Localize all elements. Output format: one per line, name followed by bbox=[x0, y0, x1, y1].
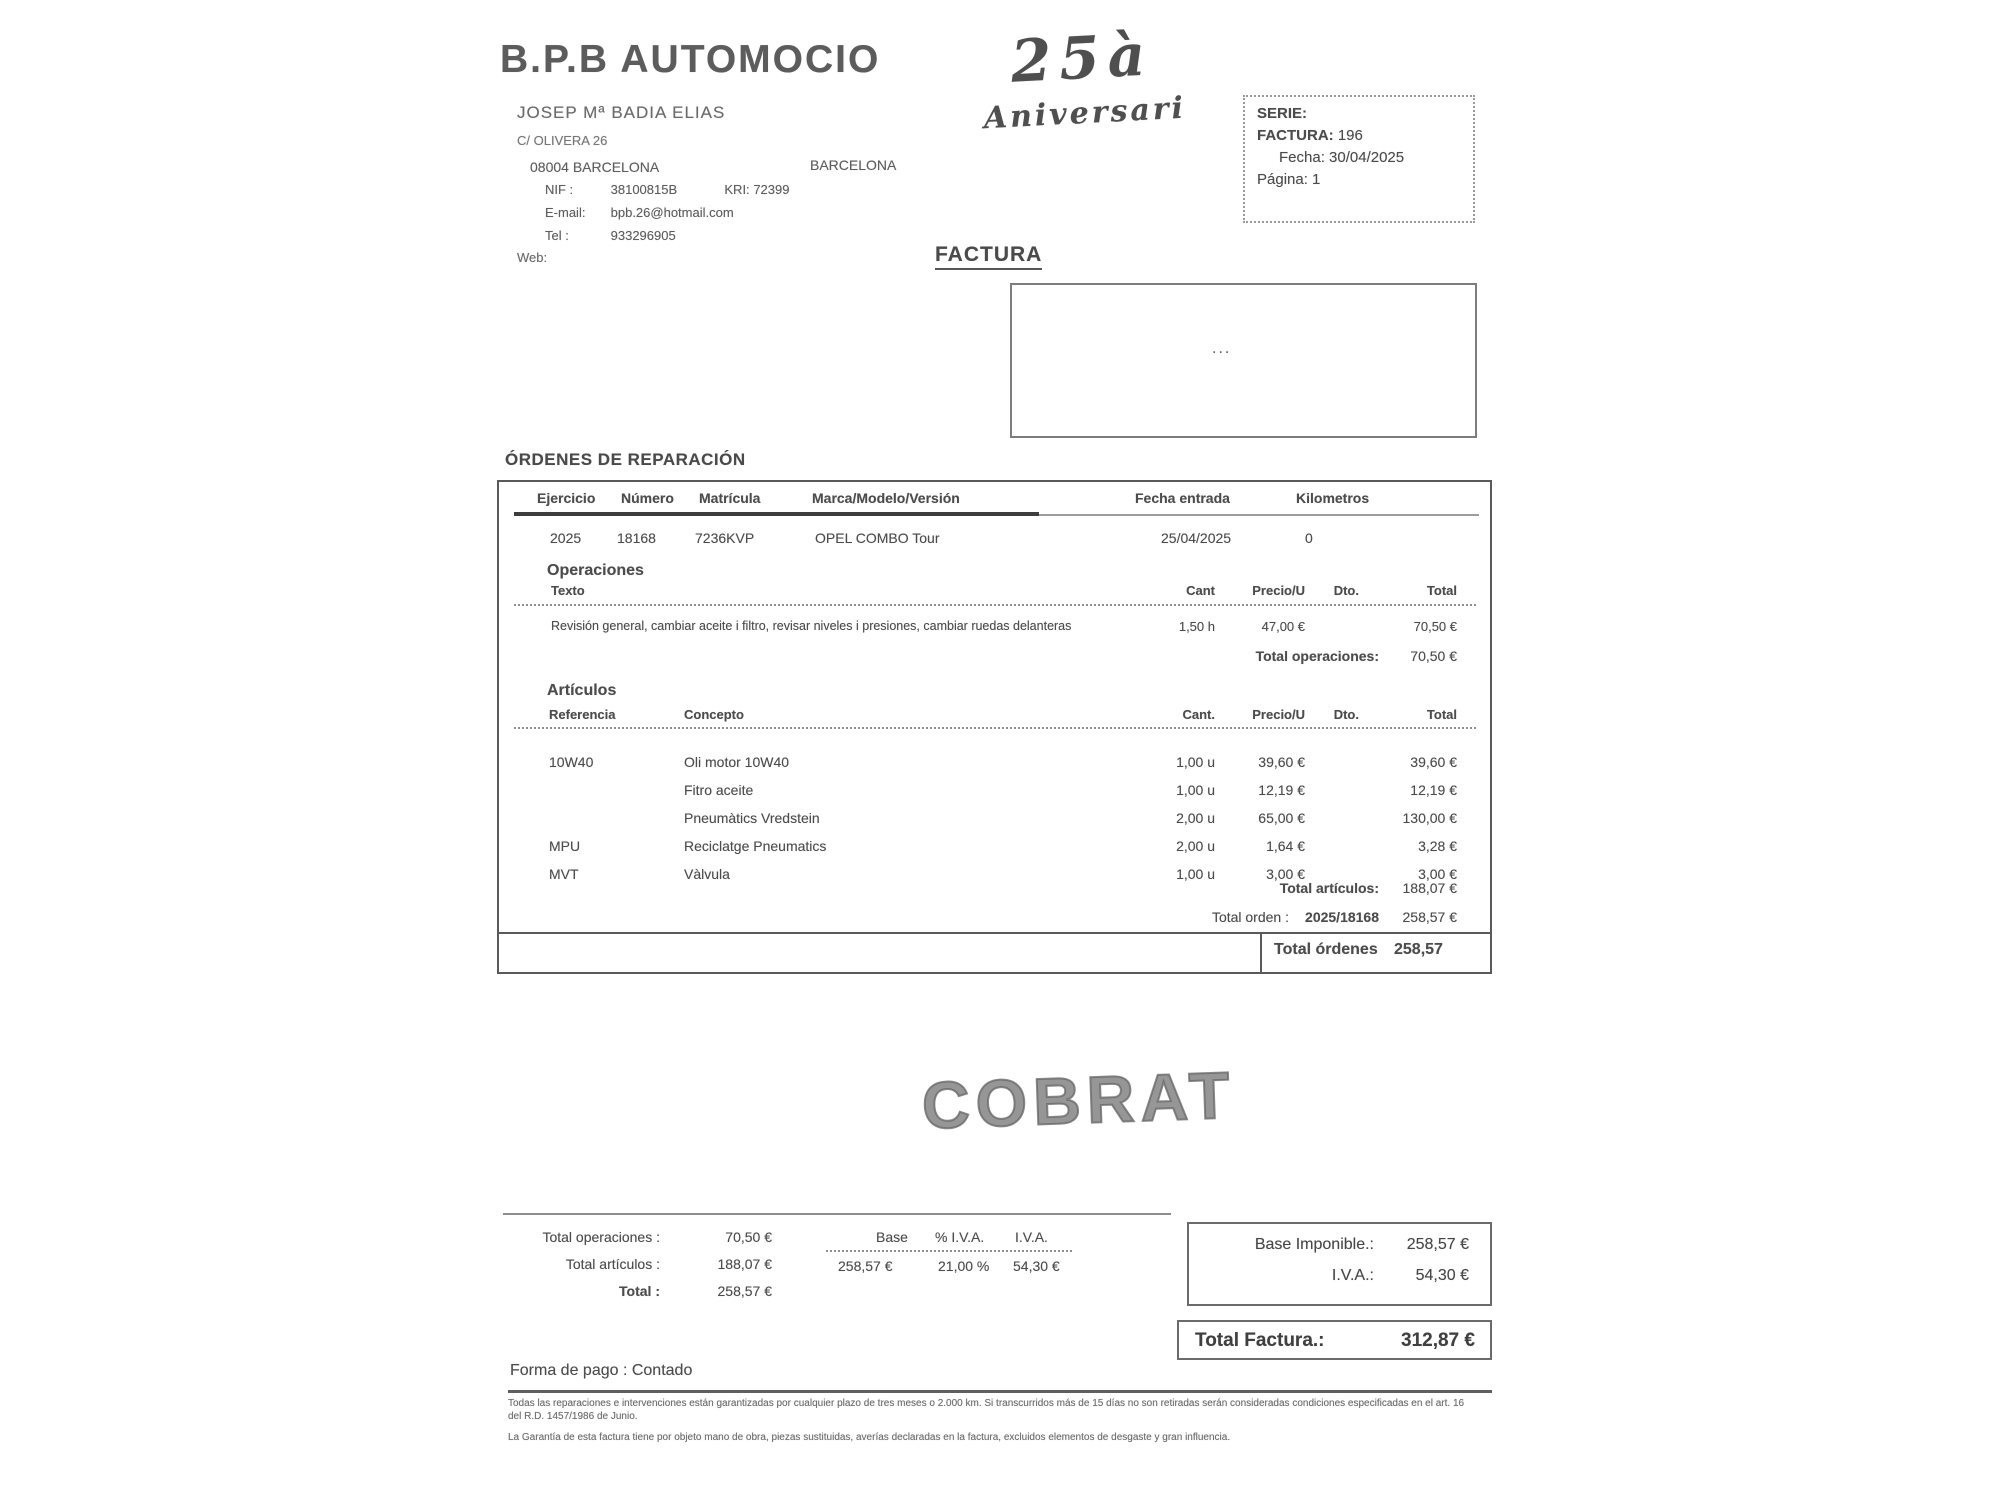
articles-title: Artículos bbox=[547, 682, 617, 699]
operations-col-cant: Cant bbox=[1186, 583, 1215, 598]
col-kilometros: Kilometros bbox=[1296, 490, 1370, 506]
order-total-ref: 2025/18168 bbox=[1305, 909, 1379, 925]
article-concepto: Reciclatge Pneumatics bbox=[684, 838, 827, 854]
company-email-line bbox=[545, 205, 734, 220]
total-factura-value: 312,87 € bbox=[1401, 1330, 1475, 1351]
operation-cant: 1,50 h bbox=[1178, 619, 1215, 634]
operations-divider bbox=[514, 604, 1476, 606]
summary-ops-value: 70,50 € bbox=[725, 1229, 772, 1245]
nif-label: NIF : bbox=[545, 182, 574, 197]
iva-col-base: Base bbox=[876, 1229, 908, 1245]
article-precio: 39,60 € bbox=[1258, 754, 1305, 770]
article-cant: 2,00 u bbox=[1176, 810, 1215, 826]
iva-base-value: 258,57 € bbox=[838, 1258, 893, 1274]
articles-col-cant: Cant. bbox=[1182, 707, 1215, 722]
articles-total-label: Total artículos: bbox=[1279, 880, 1379, 896]
company-owner: JOSEP Mª BADIA ELIAS bbox=[517, 103, 726, 122]
fine-print-line1: Todas las reparaciones e intervenciones están garantizadas por cualquier plazo de tres meses o 2.000 km. Si transcurridos más de 15 días no son retiradas serán consideradas condiciones especificadas en el art. 16 bbox=[508, 1398, 1465, 1409]
order-numero: 18168 bbox=[617, 530, 656, 546]
article-total: 3,00 € bbox=[1418, 866, 1457, 882]
article-ref: MPU bbox=[549, 838, 581, 854]
anniversary-logo bbox=[965, 18, 1200, 137]
anniversary-number: 25à bbox=[1009, 20, 1155, 96]
company-city-secondary: BARCELONA bbox=[810, 157, 897, 173]
order-total-label: Total orden : bbox=[1211, 909, 1289, 925]
email-value: bpb.26@hotmail.com bbox=[610, 205, 734, 220]
orders-grand-total-label: Total órdenes bbox=[1274, 941, 1378, 958]
article-total: 3,28 € bbox=[1418, 838, 1457, 854]
company-address: C/ OLIVERA 26 bbox=[517, 133, 608, 148]
kri-value: 72399 bbox=[753, 182, 790, 197]
nif-value: 38100815B bbox=[610, 182, 678, 197]
article-cant: 1,00 u bbox=[1176, 754, 1215, 770]
summary-total-label: Total : bbox=[619, 1283, 660, 1299]
iva-pct-value: 21,00 % bbox=[938, 1258, 990, 1274]
article-total: 12,19 € bbox=[1410, 782, 1457, 798]
articles-col-precio: Precio/U bbox=[1252, 707, 1305, 722]
company-name: B.P.B AUTOMOCIO bbox=[500, 38, 881, 81]
total-factura-label: Total Factura.: bbox=[1195, 1330, 1325, 1351]
article-concepto: Vàlvula bbox=[684, 866, 730, 882]
header-rule-heavy bbox=[514, 512, 1039, 516]
pagina-line bbox=[1257, 171, 1461, 188]
iva-divider bbox=[826, 1250, 1072, 1252]
orders-table bbox=[497, 480, 1492, 974]
articles-col-ref: Referencia bbox=[549, 707, 616, 722]
anniversary-word: Aniversari bbox=[982, 90, 1187, 137]
tel-value: 933296905 bbox=[610, 228, 676, 243]
operation-precio: 47,00 € bbox=[1261, 619, 1305, 634]
client-box bbox=[1010, 283, 1477, 438]
factura-number-line bbox=[1257, 127, 1461, 144]
email-label: E-mail: bbox=[545, 205, 586, 220]
order-total-value: 258,57 € bbox=[1402, 909, 1457, 925]
factura-label: FACTURA: bbox=[1257, 127, 1334, 144]
order-marca: OPEL COMBO Tour bbox=[815, 530, 940, 546]
document-title: FACTURA bbox=[935, 243, 1042, 270]
factura-number: 196 bbox=[1337, 127, 1363, 144]
article-precio: 3,00 € bbox=[1266, 866, 1305, 882]
summary-ops-label: Total operaciones : bbox=[542, 1229, 660, 1245]
order-fecha-entrada: 25/04/2025 bbox=[1161, 530, 1232, 546]
order-matricula: 7236KVP bbox=[695, 530, 755, 546]
articles-col-total: Total bbox=[1426, 707, 1457, 722]
total-factura-box bbox=[1177, 1320, 1492, 1360]
fine-print-line3: La Garantía de esta factura tiene por objeto mano de obra, piezas sustituidas, averías declaradas en la factura, excluidos elementos de desgaste y gran influencia. bbox=[508, 1432, 1231, 1443]
article-cant: 1,00 u bbox=[1176, 782, 1215, 798]
operation-texto: Revisión general, cambiar aceite i filtro, revisar niveles i presiones, cambiar ruedas delanteras bbox=[551, 619, 1072, 633]
articles-col-concepto: Concepto bbox=[684, 707, 744, 722]
article-concepto: Oli motor 10W40 bbox=[684, 754, 790, 770]
article-concepto: Pneumàtics Vredstein bbox=[684, 810, 820, 826]
article-cant: 2,00 u bbox=[1176, 838, 1215, 854]
articles-divider bbox=[514, 727, 1476, 729]
fecha-value: 30/04/2025 bbox=[1329, 149, 1405, 166]
article-cant: 1,00 u bbox=[1176, 866, 1215, 882]
serie-label: SERIE: bbox=[1257, 105, 1308, 122]
articles-total-value: 188,07 € bbox=[1402, 880, 1457, 896]
web-label: Web: bbox=[517, 250, 548, 265]
company-tel-line bbox=[545, 228, 676, 243]
operation-total: 70,50 € bbox=[1413, 619, 1457, 634]
iva-col-pct: % I.V.A. bbox=[935, 1229, 985, 1245]
order-kilometros: 0 bbox=[1305, 530, 1313, 546]
operations-col-texto: Texto bbox=[551, 583, 585, 598]
article-total: 130,00 € bbox=[1402, 810, 1457, 826]
cobrat-stamp: COBRAT bbox=[920, 1057, 1237, 1143]
base-imponible-label: Base Imponible.: bbox=[1254, 1236, 1374, 1253]
article-ref: MVT bbox=[549, 866, 579, 882]
summary-arts-value: 188,07 € bbox=[717, 1256, 772, 1272]
fine-print-line2: del R.D. 1457/1986 de Junio. bbox=[508, 1411, 638, 1422]
orders-total-rule bbox=[499, 932, 1490, 934]
summary-rule bbox=[503, 1213, 1171, 1215]
orders-section-title: ÓRDENES DE REPARACIÓN bbox=[505, 450, 746, 469]
legal-fine-print bbox=[508, 1390, 1492, 1444]
operations-col-dto: Dto. bbox=[1333, 583, 1359, 598]
pagina-value: 1 bbox=[1312, 171, 1321, 188]
articles-col-dto: Dto. bbox=[1333, 707, 1359, 722]
client-box-dots: ... bbox=[1212, 340, 1232, 357]
kri-label: KRI: bbox=[724, 182, 750, 197]
summary-total-value: 258,57 € bbox=[717, 1283, 772, 1299]
operations-total-label: Total operaciones: bbox=[1255, 648, 1379, 664]
iva-amount-value: 54,30 € bbox=[1013, 1258, 1060, 1274]
summary-arts-label: Total artículos : bbox=[565, 1256, 660, 1272]
col-marca: Marca/Modelo/Versión bbox=[812, 490, 960, 506]
pagina-label: Página: bbox=[1257, 171, 1308, 188]
article-total: 39,60 € bbox=[1410, 754, 1457, 770]
article-precio: 65,00 € bbox=[1258, 810, 1305, 826]
iva-label: I.V.A.: bbox=[1331, 1267, 1374, 1284]
orders-total-cell-line bbox=[1260, 932, 1262, 974]
article-precio: 12,19 € bbox=[1258, 782, 1305, 798]
order-ejercicio: 2025 bbox=[550, 530, 582, 546]
header-rule-thin bbox=[1039, 514, 1479, 516]
iva-col-iva: I.V.A. bbox=[1015, 1229, 1048, 1245]
article-concepto: Fitro aceite bbox=[684, 782, 754, 798]
iva-value: 54,30 € bbox=[1415, 1267, 1469, 1284]
col-matricula: Matrícula bbox=[699, 490, 761, 506]
invoice-meta-box bbox=[1243, 95, 1475, 223]
fecha-line bbox=[1257, 149, 1461, 166]
operations-title: Operaciones bbox=[547, 562, 644, 579]
article-ref: 10W40 bbox=[549, 754, 594, 770]
operations-col-precio: Precio/U bbox=[1252, 583, 1305, 598]
base-imponible-value: 258,57 € bbox=[1406, 1236, 1469, 1253]
company-postal-city: 08004 BARCELONA bbox=[530, 159, 660, 175]
operations-col-total: Total bbox=[1426, 583, 1457, 598]
article-precio: 1,64 € bbox=[1266, 838, 1305, 854]
orders-grand-total-value: 258,57 bbox=[1394, 941, 1443, 958]
col-fecha-entrada: Fecha entrada bbox=[1135, 490, 1230, 506]
payment-method: Forma de pago : Contado bbox=[510, 1362, 693, 1379]
operations-total-value: 70,50 € bbox=[1410, 648, 1457, 664]
tel-label: Tel : bbox=[545, 228, 569, 243]
company-nif-line bbox=[545, 182, 789, 197]
totals-box bbox=[1187, 1222, 1492, 1306]
col-numero: Número bbox=[621, 490, 674, 506]
fecha-label: Fecha: bbox=[1279, 149, 1325, 166]
col-ejercicio: Ejercicio bbox=[537, 490, 596, 506]
